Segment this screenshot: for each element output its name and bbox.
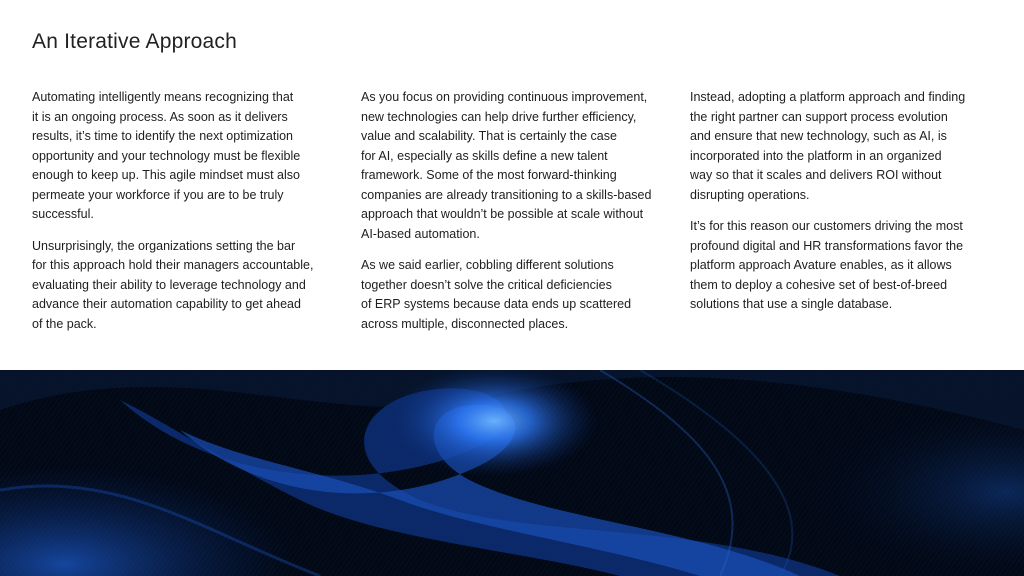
column-3	[690, 88, 990, 346]
column-1	[32, 88, 332, 346]
text-columns	[32, 88, 996, 346]
column-2	[361, 88, 661, 346]
column-3-paragraph-2: It’s for this reason our customers driving the most profound digital and HR transformations favor the platform approach Avature enables, as it allows them to deploy a cohesive set of best-of-breed solutions that use a single database.	[690, 219, 964, 311]
column-2-paragraph-2: As we said earlier, cobbling different solutions together doesn’t solve the critical deficiencies of ERP systems because data ends up scattered across multiple, disconnected places.	[361, 258, 632, 331]
page-title: An Iterative Approach	[32, 30, 237, 53]
column-1-paragraph-2: Unsurprisingly, the organizations setting the bar for this approach hold their managers accountable, evaluating their ability to leverage technology and advance their automation capability to get ahead of the pack.	[32, 238, 314, 331]
abstract-wave-graphic	[0, 370, 1024, 576]
column-3-paragraph-1: Instead, adopting a platform approach and finding the right partner can support process evolution and ensure that new technology, such as AI, is incorporated into the platform in an organized way so that it scales and delivers ROI without disrupting operations.	[690, 90, 966, 202]
column-1-paragraph-1: Automating intelligently means recognizing that it is an ongoing process. As soon as it delivers results, it’s time to identify the next optimization opportunity and your technology must be flexible enough to keep up. This agile mindset must also permeate your workforce if you are to be truly successful.	[32, 90, 301, 221]
column-2-paragraph-1: As you focus on providing continuous improvement, new technologies can help drive further efficiency, value and scalability. That is certainly the case for AI, especially as skills define a new talent framework. Some of the most forward-thinking companies are already transitioning to a skills-based approach that wouldn’t be possible at scale without AI-based automation.	[361, 90, 652, 241]
hero-wave-image	[0, 370, 1024, 576]
